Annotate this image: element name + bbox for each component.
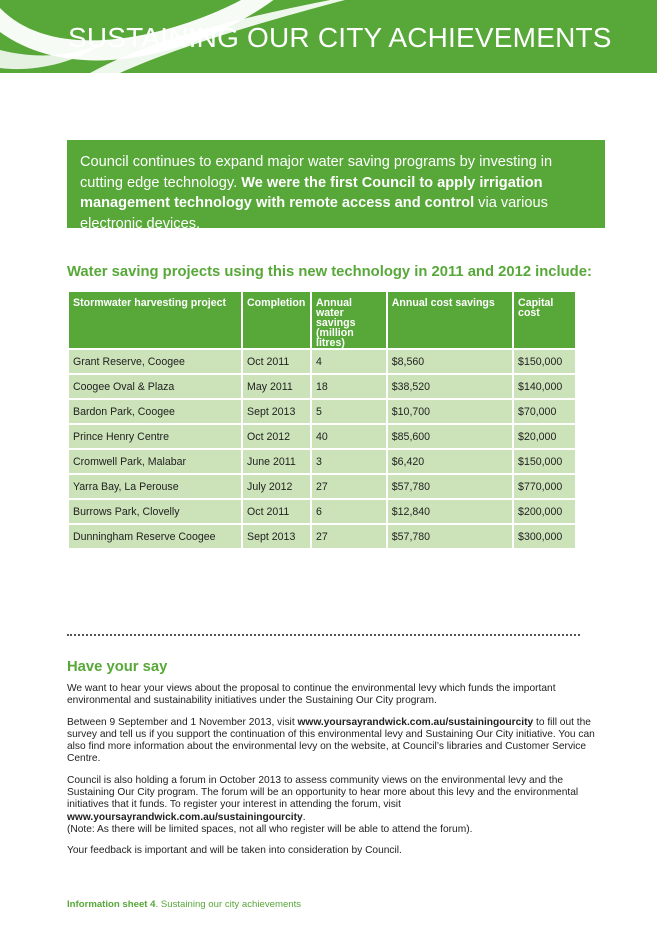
cell-cost-savings: $10,700	[388, 400, 512, 423]
paragraph: We want to hear your views about the proposal to continue the environmental levy which funds the important environmental and sustainability initiatives under the Sustaining Our City program.	[67, 683, 556, 707]
cell-water-savings: 40	[312, 425, 386, 448]
header-capital-cost: Capital cost	[514, 292, 575, 348]
cell-water-savings: 3	[312, 450, 386, 473]
page-footer	[67, 899, 301, 910]
dotted-divider	[67, 634, 580, 636]
cell-capital-cost: $200,000	[514, 500, 575, 523]
have-your-say-heading: Have your say	[67, 659, 168, 675]
cell-project: Grant Reserve, Coogee	[69, 350, 241, 373]
table-row	[69, 500, 575, 523]
cell-completion: Sept 2013	[243, 525, 310, 548]
intro-text-end: via various electronic devices.	[80, 195, 548, 232]
cell-project: Burrows Park, Clovelly	[69, 500, 241, 523]
survey-link[interactable]: www.yoursayrandwick.com.au/sustainingourcity	[297, 716, 534, 728]
intro-highlight: We were the first Council to apply irrigation management technology with remote access and control	[80, 174, 543, 211]
projects-heading: Water saving projects using this new technology in 2011 and 2012 include:	[67, 264, 592, 280]
cell-cost-savings: $12,840	[388, 500, 512, 523]
cell-cost-savings: $85,600	[388, 425, 512, 448]
table-row	[69, 400, 575, 423]
cell-water-savings: 18	[312, 375, 386, 398]
header-water-savings: Annual water savings (million litres)	[312, 292, 386, 348]
table-row	[69, 350, 575, 373]
forum-note: (Note: As there will be limited spaces, not all who register will be able to attend the forum).	[67, 823, 473, 835]
cell-water-savings: 27	[312, 525, 386, 548]
cell-capital-cost: $150,000	[514, 450, 575, 473]
have-your-say-body	[67, 683, 612, 867]
table-row	[69, 450, 575, 473]
paragraph-text: to fill out the survey and tell us if you support the continuation of this environmental levy and Sustaining Our City initiative. You can also find more information about the environmental levy on the website, at Council’s libraries and Customer Service Centre.	[67, 716, 595, 765]
cell-project: Bardon Park, Coogee	[69, 400, 241, 423]
cell-capital-cost: $70,000	[514, 400, 575, 423]
cell-project: Prince Henry Centre	[69, 425, 241, 448]
paragraph	[67, 775, 612, 836]
footer-label: Information sheet 4	[67, 899, 156, 910]
cell-project: Cromwell Park, Malabar	[69, 450, 241, 473]
cell-capital-cost: $20,000	[514, 425, 575, 448]
cell-cost-savings: $57,780	[388, 475, 512, 498]
intro-box	[67, 140, 605, 232]
cell-capital-cost: $140,000	[514, 375, 575, 398]
cell-completion: May 2011	[243, 375, 310, 398]
footer-title: . Sustaining our city achievements	[155, 899, 302, 910]
projects-table	[67, 290, 577, 550]
cell-completion: Oct 2011	[243, 500, 310, 523]
header-completion: Completion	[243, 292, 310, 348]
table-row	[69, 425, 575, 448]
cell-completion: June 2011	[243, 450, 310, 473]
cell-water-savings: 4	[312, 350, 386, 373]
cell-completion: Sept 2013	[243, 400, 310, 423]
cell-completion: Oct 2012	[243, 425, 310, 448]
cell-capital-cost: $770,000	[514, 475, 575, 498]
cell-cost-savings: $38,520	[388, 375, 512, 398]
page-title: SUSTAINING OUR CITY ACHIEVEMENTS	[68, 22, 612, 53]
header-project: Stormwater harvesting project	[69, 292, 241, 348]
cell-project: Dunningham Reserve Coogee	[69, 525, 241, 548]
cell-water-savings: 5	[312, 400, 386, 423]
cell-completion: Oct 2011	[243, 350, 310, 373]
cell-cost-savings: $57,780	[388, 525, 512, 548]
forum-link[interactable]: www.yoursayrandwick.com.au/sustainingourcity	[67, 811, 303, 823]
cell-project: Yarra Bay, La Perouse	[69, 475, 241, 498]
table-row	[69, 475, 575, 498]
cell-capital-cost: $300,000	[514, 525, 575, 548]
header-cost-savings: Annual cost savings	[388, 292, 512, 348]
cell-water-savings: 27	[312, 475, 386, 498]
cell-project: Coogee Oval & Plaza	[69, 375, 241, 398]
header-banner	[0, 0, 657, 73]
paragraph	[67, 717, 612, 766]
table-row	[69, 375, 575, 398]
cell-water-savings: 6	[312, 500, 386, 523]
paragraph-text: Between 9 September and 1 November 2013, visit	[67, 716, 298, 728]
paragraph-text: Council is also holding a forum in October 2013 to assess community views on the environmental levy and the Sustaining Our City program. The forum will be an opportunity to hear more about this levy and the environmental initiatives that it funds. To register your interest in attending the forum, visit	[67, 774, 579, 811]
cell-completion: July 2012	[243, 475, 310, 498]
paragraph: Your feedback is important and will be taken into consideration by Council.	[67, 845, 402, 857]
cell-capital-cost: $150,000	[514, 350, 575, 373]
cell-cost-savings: $8,560	[388, 350, 512, 373]
cell-cost-savings: $6,420	[388, 450, 512, 473]
intro-text: Council continues to expand major water saving programs by investing in cutting edge technology.	[80, 154, 553, 191]
table-row	[69, 525, 575, 548]
paragraph-text: .	[302, 811, 306, 823]
table-header-row	[69, 292, 575, 348]
